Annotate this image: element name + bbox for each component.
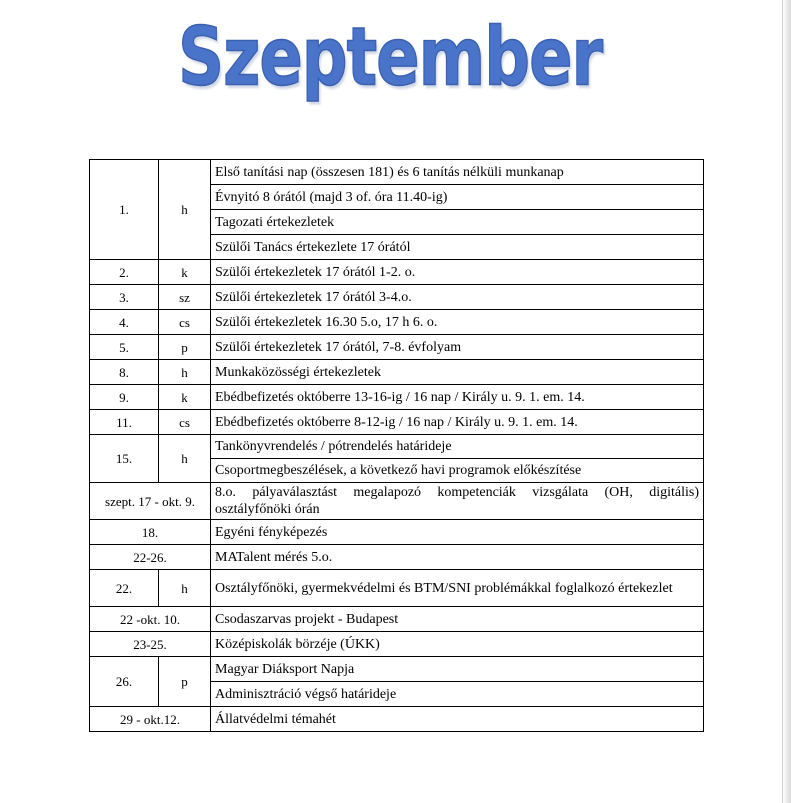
event-cell: Szülői értekezletek 16.30 5.o, 17 h 6. o. — [211, 310, 704, 335]
date-cell: 4. — [90, 310, 159, 335]
event-cell: Tankönyvrendelés / pótrendelés határideje — [211, 435, 704, 459]
event-cell: 8.o. pályaválasztást megalapozó kompetenciák vizsgálata (OH, digitális) osztályfőnöki órán — [211, 483, 704, 520]
date-cell: 22 -okt. 10. — [90, 607, 211, 632]
table-row — [90, 545, 704, 570]
event-cell: Magyar Diáksport Napja — [211, 657, 704, 682]
table-row — [90, 435, 704, 459]
table-row — [90, 607, 704, 632]
date-cell: 1. — [90, 160, 159, 260]
date-cell: szept. 17 - okt. 9. — [90, 483, 211, 520]
day-cell: k — [159, 260, 211, 285]
table-row — [90, 310, 704, 335]
date-cell: 26. — [90, 657, 159, 707]
day-cell: sz — [159, 285, 211, 310]
event-cell: Csoportmegbeszélések, a következő havi programok előkészítése — [211, 459, 704, 483]
date-cell: 3. — [90, 285, 159, 310]
date-cell: 15. — [90, 435, 159, 483]
event-cell: Munkaközösségi értekezletek — [211, 360, 704, 385]
event-cell: Tagozati értekezletek — [211, 210, 704, 235]
event-cell: Szülői értekezletek 17 órától, 7-8. évfolyam — [211, 335, 704, 360]
date-cell: 2. — [90, 260, 159, 285]
schedule-table — [89, 159, 704, 732]
event-cell: Évnyitó 8 órától (majd 3 of. óra 11.40-ig) — [211, 185, 704, 210]
day-cell: h — [159, 160, 211, 260]
page-title: Szeptember — [178, 11, 603, 105]
day-cell: p — [159, 657, 211, 707]
day-cell: cs — [159, 310, 211, 335]
event-cell: Középiskolák börzéje (ÚKK) — [211, 632, 704, 657]
event-cell: Szülői értekezletek 17 órától 1-2. o. — [211, 260, 704, 285]
table-row — [90, 570, 704, 607]
day-cell: h — [159, 570, 211, 607]
table-row — [90, 285, 704, 310]
table-row — [90, 160, 704, 185]
table-row — [90, 410, 704, 435]
table-row — [90, 260, 704, 285]
day-cell: p — [159, 335, 211, 360]
date-cell: 5. — [90, 335, 159, 360]
date-cell: 22. — [90, 570, 159, 607]
day-cell: h — [159, 435, 211, 483]
day-cell: k — [159, 385, 211, 410]
event-cell: Csodaszarvas projekt - Budapest — [211, 607, 704, 632]
date-cell: 23-25. — [90, 632, 211, 657]
event-cell: Osztályfőnöki, gyermekvédelmi és BTM/SNI problémákkal foglalkozó értekezlet — [211, 570, 704, 607]
date-cell: 9. — [90, 385, 159, 410]
event-cell: Egyéni fényképezés — [211, 520, 704, 545]
table-row — [90, 385, 704, 410]
event-cell: MATalent mérés 5.o. — [211, 545, 704, 570]
event-cell: Szülői Tanács értekezlete 17 órától — [211, 235, 704, 260]
event-cell: Ebédbefizetés októberre 8-12-ig / 16 nap / Király u. 9. 1. em. 14. — [211, 410, 704, 435]
table-row — [90, 520, 704, 545]
table-row — [90, 632, 704, 657]
date-cell: 8. — [90, 360, 159, 385]
table-row — [90, 335, 704, 360]
event-cell: Állatvédelmi témahét — [211, 707, 704, 732]
table-row — [90, 360, 704, 385]
date-cell: 11. — [90, 410, 159, 435]
event-cell: Szülői értekezletek 17 órától 3-4.o. — [211, 285, 704, 310]
table-row — [90, 707, 704, 732]
table-row — [90, 657, 704, 682]
date-cell: 22-26. — [90, 545, 211, 570]
table-row — [90, 483, 704, 520]
event-cell: Első tanítási nap (összesen 181) és 6 tanítás nélküli munkanap — [211, 160, 704, 185]
page-edge — [782, 0, 791, 803]
event-cell: Adminisztráció végső határideje — [211, 682, 704, 707]
date-cell: 29 - okt.12. — [90, 707, 211, 732]
day-cell: cs — [159, 410, 211, 435]
event-cell: Ebédbefizetés októberre 13-16-ig / 16 nap / Király u. 9. 1. em. 14. — [211, 385, 704, 410]
date-cell: 18. — [90, 520, 211, 545]
day-cell: h — [159, 360, 211, 385]
